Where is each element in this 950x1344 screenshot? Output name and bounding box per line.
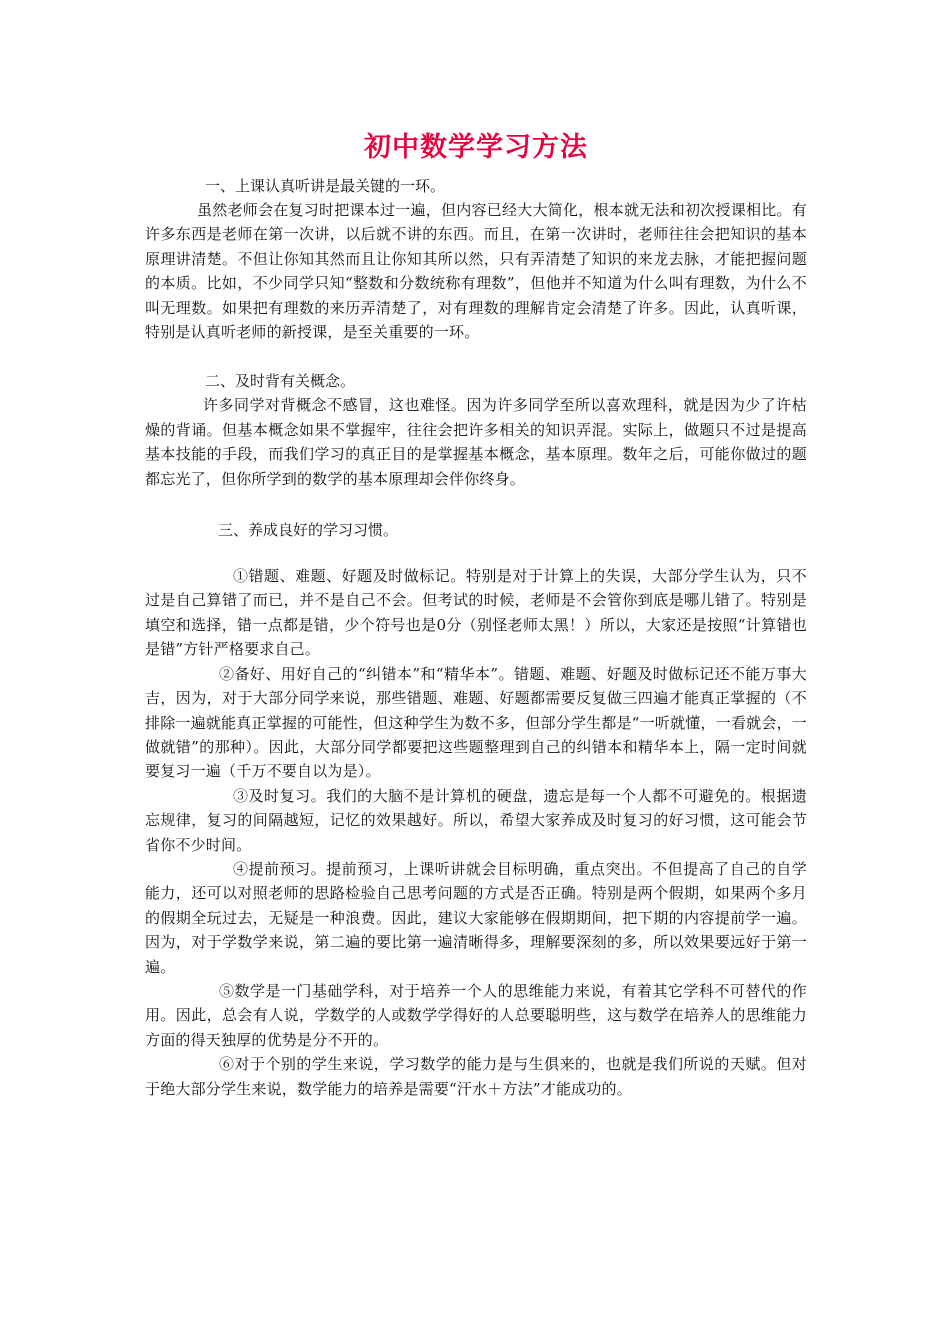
section-1-heading: 一、上课认真听讲是最关键的一环。 (205, 177, 446, 195)
section-2-heading: 二、及时背有关概念。 (205, 372, 356, 391)
section-3-heading: 三、养成良好的学习习惯。 (218, 521, 399, 540)
habit-item-5: ⑤数学是一门基础学科，对于培养一个人的思维能力来说，有着其它学科不可替代的作用。因此，总会有人说，学数学的人或数学学得好的人总要聪明些，这与数学在培养人的思维能力方面的得天独厚的优势是分不开的。 (145, 981, 807, 1049)
page-title: 初中数学学习方法 (364, 132, 588, 163)
habit-item-2: ②备好、用好自己的“纠错本”和“精华本”。错题、难题、好题及时做标记还不能万事大吉，因为，对于大部分同学来说，那些错题、难题、好题都需要反复做三四遍才能真正掌握的（不排除一遍就能真正掌握的可能性，但这种学生为数不多，但部分学生都是“一听就懂，一看就会，一做就错”的那种）。因此，大部分同学都要把这些题整理到自己的纠错本和精华本上，隔一定时间就要复习一遍（千万不要自以为是）。 (145, 664, 807, 781)
section-2-paragraph: 许多同学对背概念不感冒，这也难怪。因为许多同学至所以喜欢理科，就是因为少了许枯燥的背诵。但基本概念如果不掌握牢，往往会把许多相关的知识弄混。实际上，做题只不过是提高基本技能的手段，而我们学习的真正目的是掌握基本概念，基本原理。数年之后，可能你做过的题都忘光了，但你所学到的数学的基本原理却会伴你终身。 (145, 396, 807, 488)
habit-item-3: ③及时复习。我们的大脑不是计算机的硬盘，遗忘是每一个人都不可避免的。根据遗忘规律，复习的间隔越短，记忆的效果越好。所以，希望大家养成及时复习的好习惯，这可能会节省你不少时间。 (145, 786, 807, 854)
habit-item-6: ⑥对于个别的学生来说，学习数学的能力是与生俱来的，也就是我们所说的天赋。但对于绝大部分学生来说，数学能力的培养是需要“汗水＋方法”才能成功的。 (145, 1055, 807, 1098)
document-page (145, 128, 807, 1101)
section-1-paragraph: 虽然老师会在复习时把课本过一遍，但内容已经大大简化，根本就无法和初次授课相比。有许多东西是老师在第一次讲，以后就不讲的东西。而且，在第一次讲时，老师往往会把知识的基本原理讲清楚。不但让你知其然而且让你知其所以然，只有弄清楚了知识的来龙去脉，才能把握问题的本质。比如，不少同学只知“整数和分数统称有理数”，但他并不知道为什么叫有理数，为什么不叫无理数。如果把有理数的来历弄清楚了，对有理数的理解肯定会清楚了许多。因此，认真听课，特别是认真听老师的新授课，是至关重要的一环。 (145, 201, 807, 342)
habit-item-1: ①错题、难题、好题及时做标记。特别是对于计算上的失误，大部分学生认为，只不过是自己算错了而已，并不是自己不会。但考试的时候，老师是不会管你到底是哪儿错了。特别是填空和选择，错一点都是错，少个符号也是0分（别怪老师太黑！）所以，大家还是按照“计算错也是错”方针严格要求自己。 (145, 567, 807, 659)
habit-item-4: ④提前预习。提前预习，上课听讲就会目标明确，重点突出。不但提高了自己的自学能力，还可以对照老师的思路检验自己思考问题的方式是否正确。特别是两个假期，如果两个多月的假期全玩过去，无疑是一种浪费。因此，建议大家能够在假期期间，把下期的内容提前学一遍。因为，对于学数学来说，第二遍的要比第一遍清晰得多，理解要深刻的多，所以效果要远好于第一遍。 (145, 859, 807, 976)
